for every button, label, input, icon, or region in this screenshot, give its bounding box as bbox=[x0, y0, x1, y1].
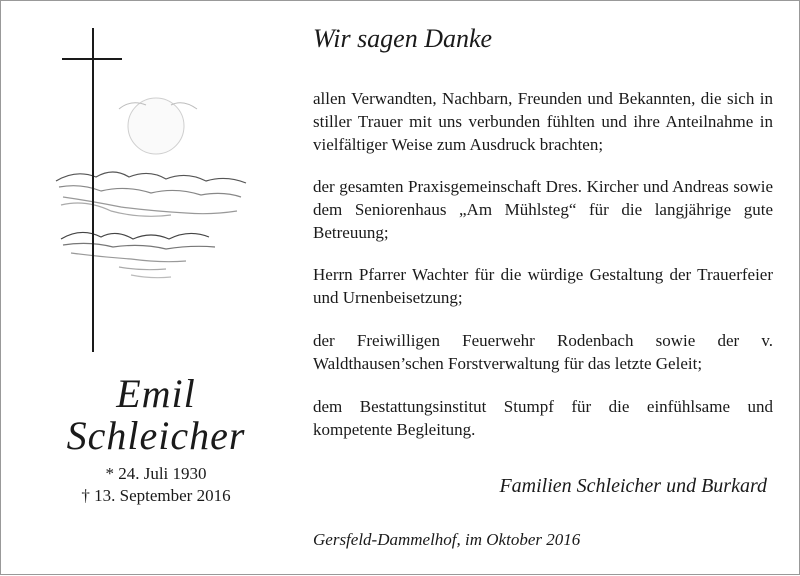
thanks-paragraph: Herrn Pfarrer Wachter für die würdige Gestaltung der Trauerfeier und Urnenbeisetzung; bbox=[313, 265, 773, 307]
thanks-paragraph: dem Bestattungsinstitut Stumpf für die einfühlsame und kompetente Begleitung. bbox=[313, 397, 773, 439]
place-and-date: Gersfeld-Dammelhof, im Oktober 2016 bbox=[313, 530, 581, 549]
landscape-icon bbox=[56, 172, 246, 278]
thanks-paragraph: der gesamten Praxisgemeinschaft Dres. Kircher und Andreas sowie dem Seniorenhaus „Am Mühlsteg“ für die langjährige gute Betreuung; bbox=[313, 177, 773, 242]
memorial-artwork bbox=[1, 1, 301, 371]
memorial-column bbox=[1, 1, 301, 576]
death-date: † 13. September 2016 bbox=[81, 486, 231, 505]
deceased-last-name: Schleicher bbox=[66, 413, 246, 458]
cross-icon bbox=[63, 29, 121, 351]
birth-date: * 24. Juli 1930 bbox=[105, 464, 207, 483]
thanks-paragraph: der Freiwilligen Feuerwehr Rodenbach sowie der v. Waldthausen’schen Forstverwaltung für das letzte Geleit; bbox=[313, 331, 773, 373]
thanks-heading: Wir sagen Danke bbox=[313, 24, 493, 53]
family-signature: Familien Schleicher und Burkard bbox=[499, 475, 767, 497]
thanks-paragraph: allen Verwandten, Nachbarn, Freunden und Bekannten, die sich in stiller Trauer mit uns verbunden fühlten und ihre Anteilnahme in vielfältiger Weise zum Ausdruck brachten; bbox=[313, 89, 773, 154]
life-dates bbox=[41, 463, 271, 507]
thanks-column bbox=[313, 1, 775, 576]
deceased-first-name: Emil bbox=[116, 371, 196, 416]
sun-icon bbox=[119, 98, 197, 154]
